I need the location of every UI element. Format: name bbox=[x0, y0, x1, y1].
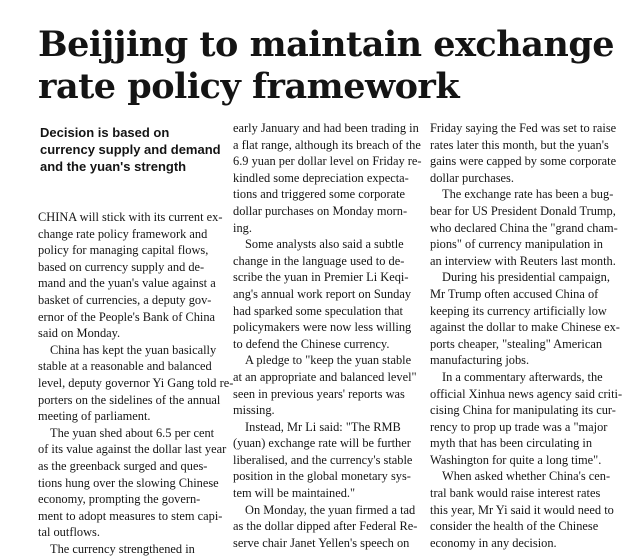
text-line: China has kept the yuan basically bbox=[50, 342, 217, 357]
text-line: an interview with Reuters last month. bbox=[430, 253, 616, 268]
text-line: Instead, Mr Li said: "The RMB bbox=[245, 419, 401, 434]
text-line: early January and had been trading in bbox=[233, 121, 419, 135]
text-line: based on currency supply and de- bbox=[38, 259, 205, 274]
text-line: ang's annual work report on Sunday bbox=[233, 286, 412, 301]
text-line: this year, Mr Yi said it would need to bbox=[430, 502, 614, 517]
text-line: said on Monday. bbox=[38, 326, 121, 341]
text-line: myth that has been circulating in bbox=[430, 436, 593, 451]
text-line: Some analysts also said a subtle bbox=[245, 237, 404, 252]
text-line: at an appropriate and balanced level" bbox=[233, 369, 417, 384]
headline-line: rate policy framework bbox=[38, 66, 460, 107]
text-line: consider the health of the Chinese bbox=[430, 519, 599, 534]
text-line: policymakers were now less willing bbox=[233, 320, 412, 335]
text-line: as the dollar dipped after Federal Re- bbox=[233, 519, 418, 534]
text-line: tal outflows. bbox=[38, 525, 100, 540]
text-line: The currency strengthened in bbox=[50, 541, 195, 556]
text-line: seen in previous years' reports was bbox=[233, 386, 405, 401]
text-line: porters on the sidelines of the annual bbox=[38, 392, 221, 407]
text-line: against the dollar to make Chinese ex- bbox=[430, 320, 620, 335]
text-line: During his presidential campaign, bbox=[442, 270, 610, 285]
headline bbox=[38, 24, 618, 108]
text-line: economy in any decision. bbox=[430, 535, 557, 550]
text-line: gains were capped by some corporate bbox=[430, 154, 617, 169]
text-line: missing. bbox=[233, 403, 275, 418]
text-line: change rate policy framework and bbox=[38, 226, 208, 241]
text-line: kindled some depreciation expecta- bbox=[233, 170, 409, 185]
text-line: stable at a reasonable and balanced bbox=[38, 359, 212, 374]
text-line: tral bank would raise interest rates bbox=[430, 486, 601, 501]
text-line: level, deputy governor Yi Gang told re- bbox=[38, 375, 234, 390]
text-line: bear for US President Donald Trump, bbox=[430, 203, 616, 218]
text-line: On Monday, the yuan firmed a tad bbox=[245, 502, 416, 517]
text-line: A pledge to "keep the yuan stable bbox=[245, 353, 412, 368]
article-column-3 bbox=[430, 120, 623, 551]
text-line: When asked whether China's cen- bbox=[442, 469, 611, 484]
article-column-1 bbox=[38, 209, 234, 557]
text-line: rates later this month, but the yuan's bbox=[430, 137, 609, 152]
text-line: meeting of parliament. bbox=[38, 409, 151, 424]
text-line: Mr Trump often accused China of bbox=[430, 286, 599, 301]
text-line: had sparked some speculation that bbox=[233, 303, 403, 318]
text-line: Friday saying the Fed was set to raise bbox=[430, 121, 617, 135]
text-line: change in the language used to de- bbox=[233, 253, 405, 268]
text-line: economy, prompting the govern- bbox=[38, 492, 201, 507]
text-line: tions hung over the slowing Chinese bbox=[38, 475, 219, 490]
text-line: serve chair Janet Yellen's speech on bbox=[233, 535, 410, 550]
text-line: mand and the yuan's value against a bbox=[38, 276, 216, 291]
subheadline-line: and the yuan's strength bbox=[40, 159, 187, 174]
text-line: The yuan shed about 6.5 per cent bbox=[50, 425, 215, 440]
text-line: scribe the yuan in Premier Li Keqi- bbox=[233, 270, 409, 285]
text-line: a flat range, although its breach of the bbox=[233, 137, 421, 152]
text-line: cising China for manipulating its cur- bbox=[430, 403, 616, 418]
text-line: to defend the Chinese currency. bbox=[233, 336, 390, 351]
headline-line: Beijjing to maintain exchange bbox=[38, 24, 615, 65]
text-line: dollar purchases. bbox=[430, 170, 514, 185]
text-line: who declared China the "grand cham- bbox=[430, 220, 618, 235]
text-line: (yuan) exchange rate will be further bbox=[233, 436, 411, 451]
text-line: ports cheaper, "stealing" American bbox=[430, 336, 603, 351]
text-line: liberalised, and the currency's stable bbox=[233, 452, 413, 467]
text-line: The exchange rate has been a bug- bbox=[442, 187, 614, 202]
text-line: ernor of the People's Bank of China bbox=[38, 309, 216, 324]
text-line: official Xinhua news agency said criti- bbox=[430, 386, 623, 401]
text-line: policy for managing capital flows, bbox=[38, 243, 209, 258]
text-line: 6.9 yuan per dollar level on Friday re- bbox=[233, 154, 422, 169]
text-line: as the greenback surged and ques- bbox=[38, 458, 208, 473]
text-line: basket of currencies, a deputy gov- bbox=[38, 292, 212, 307]
text-line: tem will be maintained." bbox=[233, 486, 356, 501]
text-line: manufacturing jobs. bbox=[430, 353, 530, 368]
subheadline-line: currency supply and demand bbox=[40, 142, 221, 157]
subheadline bbox=[40, 124, 230, 175]
text-line: keeping its currency artificially low bbox=[430, 303, 607, 318]
text-line: position in the global monetary sys- bbox=[233, 469, 411, 484]
text-line: of its value against the dollar last year bbox=[38, 442, 227, 457]
text-line: In a commentary afterwards, the bbox=[442, 369, 603, 384]
subheadline-line: Decision is based on bbox=[40, 125, 170, 140]
text-line: dollar purchases on Monday morn- bbox=[233, 203, 408, 218]
text-line: ment to adopt measures to stem capi- bbox=[38, 508, 223, 523]
text-line: ing. bbox=[233, 220, 252, 235]
article-column-2 bbox=[233, 120, 422, 551]
text-line: pions" of currency manipulation in bbox=[430, 237, 603, 252]
text-line: tions and triggered some corporate bbox=[233, 187, 406, 202]
text-line: Washington for quite a long time". bbox=[430, 452, 602, 467]
text-line: rency to prop up trade was a "major bbox=[430, 419, 608, 434]
text-line: CHINA will stick with its current ex- bbox=[38, 210, 223, 224]
